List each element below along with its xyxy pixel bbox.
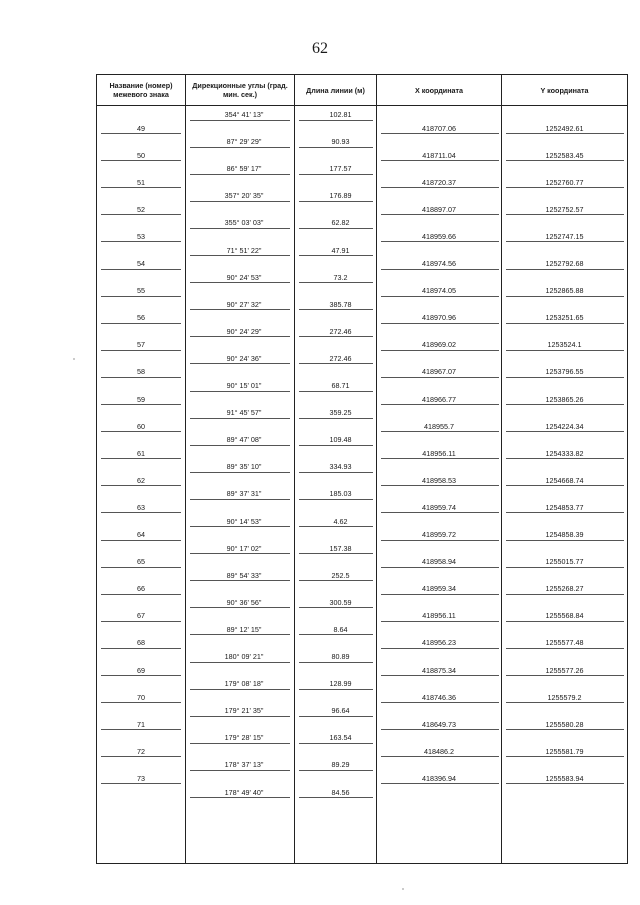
underline-rule <box>381 214 499 215</box>
header-angle: Дирекционные углы (град. мин. сек.) <box>186 75 295 106</box>
segment-length: 96.64 <box>331 706 350 716</box>
underline-rule <box>299 445 373 446</box>
underline-rule <box>190 255 290 256</box>
segment-angle: 180° 09' 21" <box>224 652 264 661</box>
underline-rule <box>190 363 290 364</box>
underline-rule <box>506 675 624 676</box>
segment-angle: 179° 21' 35" <box>224 706 264 716</box>
point-x: 418969.02 <box>422 340 456 350</box>
segment-angle: 86° 59' 17" <box>226 164 262 174</box>
underline-rule <box>190 689 290 690</box>
name-column-body <box>97 106 185 863</box>
point-x: 418967.07 <box>422 367 456 377</box>
segment-angle: 357° 20' 35" <box>224 191 264 201</box>
underline-rule <box>381 323 499 324</box>
segment-length: 90.93 <box>331 137 350 147</box>
segment-angle: 89° 35' 10" <box>226 462 262 472</box>
underline-rule <box>101 621 181 622</box>
point-y: 1252865.88 <box>545 286 584 296</box>
point-x: 418897.07 <box>422 204 456 214</box>
point-x: 418970.96 <box>422 313 456 323</box>
point-name: 54 <box>137 259 145 268</box>
point-y: 1253524.1 <box>547 340 582 350</box>
point-y: 1255581.79 <box>545 746 584 756</box>
point-y: 1255268.27 <box>545 584 584 594</box>
segment-angle: 90° 24' 29" <box>226 326 262 336</box>
header-x: X координата <box>377 75 502 106</box>
point-x: 418966.77 <box>422 394 456 404</box>
underline-rule <box>299 201 373 202</box>
point-y: 1252492.61 <box>545 123 584 133</box>
underline-rule <box>101 214 181 215</box>
segment-angle: 354° 41' 13" <box>224 110 264 119</box>
underline-rule <box>190 662 290 663</box>
segment-length: 272.46 <box>329 353 352 363</box>
underline-rule <box>190 120 290 121</box>
underline-rule <box>299 634 373 635</box>
point-x: 418974.05 <box>422 286 456 296</box>
point-name: 71 <box>137 719 145 729</box>
underline-rule <box>381 594 499 595</box>
underline-rule <box>101 648 181 649</box>
point-y: 1255568.84 <box>545 611 584 621</box>
point-y: 1255015.77 <box>545 557 584 567</box>
underline-rule <box>381 648 499 649</box>
point-name: 58 <box>137 367 145 377</box>
segment-length: 272.46 <box>329 326 352 336</box>
underline-rule <box>299 147 373 148</box>
point-name: 68 <box>137 638 145 648</box>
point-name: 63 <box>137 502 145 512</box>
underline-rule <box>506 269 624 270</box>
underline-rule <box>381 675 499 676</box>
underline-rule <box>506 160 624 161</box>
point-x: 418959.74 <box>422 502 456 512</box>
segment-angle: 90° 36' 56" <box>226 597 262 607</box>
length-column <box>295 106 377 864</box>
segment-length: 109.48 <box>329 435 352 445</box>
point-y: 1255577.26 <box>545 665 584 675</box>
segment-length: 102.81 <box>329 110 352 119</box>
point-name: 73 <box>137 773 145 783</box>
underline-rule <box>190 391 290 392</box>
underline-rule <box>190 228 290 229</box>
underline-rule <box>381 404 499 405</box>
point-y: 1253796.55 <box>545 367 584 377</box>
underline-rule <box>299 716 373 717</box>
underline-rule <box>299 797 373 798</box>
y-column <box>502 106 628 864</box>
underline-rule <box>506 133 624 134</box>
segment-length: 334.93 <box>329 462 352 472</box>
point-name: 56 <box>137 313 145 323</box>
segment-length: 68.71 <box>331 381 350 390</box>
point-x: 418396.94 <box>422 773 456 783</box>
point-y: 1252583.45 <box>545 150 584 160</box>
header-row <box>97 75 628 106</box>
underline-rule <box>190 174 290 175</box>
underline-rule <box>190 553 290 554</box>
underline-rule <box>299 580 373 581</box>
underline-rule <box>299 662 373 663</box>
y-column-body <box>502 106 627 863</box>
underline-rule <box>190 743 290 744</box>
underline-rule <box>190 716 290 717</box>
underline-rule <box>506 241 624 242</box>
point-x: 418956.23 <box>422 638 456 648</box>
underline-rule <box>381 160 499 161</box>
point-x: 418746.36 <box>422 692 456 702</box>
underline-rule <box>101 296 181 297</box>
point-x: 418720.37 <box>422 177 456 187</box>
point-name: 51 <box>137 177 145 187</box>
underline-rule <box>190 770 290 771</box>
point-x: 418959.66 <box>422 231 456 241</box>
underline-rule <box>101 377 181 378</box>
underline-rule <box>101 756 181 757</box>
underline-rule <box>506 756 624 757</box>
x-column-body <box>377 106 501 863</box>
segment-angle: 87° 29' 29" <box>226 137 262 147</box>
segment-angle: 89° 12' 15" <box>226 624 262 634</box>
segment-length: 84.56 <box>331 787 350 797</box>
point-x: 418956.11 <box>422 448 456 458</box>
point-x: 418649.73 <box>422 719 456 729</box>
underline-rule <box>299 336 373 337</box>
segment-length: 385.78 <box>329 299 352 309</box>
underline-rule <box>190 418 290 419</box>
underline-rule <box>101 702 181 703</box>
underline-rule <box>299 689 373 690</box>
segment-angle: 89° 37' 31" <box>226 489 262 499</box>
segment-angle: 178° 49' 40" <box>224 787 264 797</box>
segment-length: 47.91 <box>331 245 350 255</box>
underline-rule <box>381 377 499 378</box>
underline-rule <box>299 228 373 229</box>
point-y: 1254858.39 <box>545 530 584 539</box>
segment-angle: 90° 27' 32" <box>226 299 262 309</box>
segment-length: 163.54 <box>329 733 352 743</box>
underline-rule <box>381 567 499 568</box>
underline-rule <box>101 729 181 730</box>
point-x: 418956.11 <box>422 611 456 621</box>
underline-rule <box>506 594 624 595</box>
name-column <box>97 106 186 864</box>
underline-rule <box>190 472 290 473</box>
x-column <box>377 106 502 864</box>
point-y: 1255580.28 <box>545 719 584 729</box>
point-name: 57 <box>137 340 145 350</box>
underline-rule <box>299 363 373 364</box>
length-column-body <box>295 106 376 863</box>
underline-rule <box>299 418 373 419</box>
point-x: 418711.04 <box>422 150 456 160</box>
point-name: 50 <box>137 150 145 160</box>
segment-angle: 90° 24' 36" <box>226 353 262 363</box>
underline-rule <box>299 553 373 554</box>
point-y: 1255579.2 <box>547 692 582 702</box>
underline-rule <box>101 675 181 676</box>
segment-length: 359.25 <box>329 408 352 418</box>
underline-rule <box>381 133 499 134</box>
angle-column <box>186 106 295 864</box>
underline-rule <box>506 377 624 378</box>
point-y: 1255577.48 <box>545 638 584 648</box>
underline-rule <box>101 160 181 161</box>
point-name: 61 <box>137 448 145 458</box>
underline-rule <box>506 648 624 649</box>
point-x: 418959.72 <box>422 530 456 539</box>
underline-rule <box>101 404 181 405</box>
segment-length: 176.89 <box>329 191 352 201</box>
point-name: 49 <box>137 123 145 133</box>
segment-length: 62.82 <box>331 218 350 228</box>
point-name: 60 <box>137 421 145 431</box>
point-name: 65 <box>137 557 145 567</box>
underline-rule <box>381 485 499 486</box>
underline-rule <box>381 187 499 188</box>
underline-rule <box>381 729 499 730</box>
underline-rule <box>101 594 181 595</box>
underline-rule <box>506 323 624 324</box>
underline-rule <box>190 282 290 283</box>
underline-rule <box>381 540 499 541</box>
underline-rule <box>506 485 624 486</box>
underline-rule <box>381 350 499 351</box>
underline-rule <box>299 499 373 500</box>
segment-length: 8.64 <box>333 624 348 634</box>
segment-length: 252.5 <box>331 570 350 580</box>
point-y: 1254333.82 <box>545 448 584 458</box>
underline-rule <box>506 404 624 405</box>
point-x: 418486.2 <box>424 746 454 756</box>
underline-rule <box>299 607 373 608</box>
segment-length: 128.99 <box>329 679 352 689</box>
underline-rule <box>101 241 181 242</box>
underline-rule <box>101 187 181 188</box>
underline-rule <box>190 797 290 798</box>
point-y: 1252747.15 <box>545 231 584 241</box>
header-length: Длина линии (м) <box>295 75 377 106</box>
point-y: 1253251.65 <box>545 313 584 323</box>
underline-rule <box>506 350 624 351</box>
underline-rule <box>299 743 373 744</box>
point-name: 66 <box>137 584 145 594</box>
segment-angle: 89° 47' 08" <box>226 435 262 445</box>
point-y: 1252792.68 <box>545 259 584 268</box>
point-name: 72 <box>137 746 145 756</box>
underline-rule <box>101 269 181 270</box>
underline-rule <box>101 567 181 568</box>
underline-rule <box>190 499 290 500</box>
segment-angle: 179° 28' 15" <box>224 733 264 743</box>
underline-rule <box>299 526 373 527</box>
point-name: 62 <box>137 475 145 485</box>
underline-rule <box>101 512 181 513</box>
underline-rule <box>190 309 290 310</box>
underline-rule <box>190 336 290 337</box>
underline-rule <box>101 540 181 541</box>
underline-rule <box>190 634 290 635</box>
segment-angle: 90° 14' 53" <box>226 516 262 526</box>
underline-rule <box>381 431 499 432</box>
segment-angle: 90° 17' 02" <box>226 543 262 553</box>
underline-rule <box>381 783 499 784</box>
underline-rule <box>190 607 290 608</box>
underline-rule <box>190 526 290 527</box>
header-name: Название (номер) межевого знака <box>97 75 186 106</box>
underline-rule <box>506 567 624 568</box>
point-x: 418958.53 <box>422 475 456 485</box>
segment-angle: 90° 24' 53" <box>226 272 262 282</box>
point-name: 69 <box>137 665 145 675</box>
point-x: 418955.7 <box>424 421 454 431</box>
point-x: 418974.56 <box>422 259 456 268</box>
underline-rule <box>506 296 624 297</box>
point-name: 53 <box>137 231 145 241</box>
underline-rule <box>381 269 499 270</box>
underline-rule <box>506 702 624 703</box>
point-name: 52 <box>137 204 145 214</box>
underline-rule <box>299 282 373 283</box>
scan-speck <box>402 888 404 890</box>
underline-rule <box>381 512 499 513</box>
point-y: 1254224.34 <box>545 421 584 431</box>
underline-rule <box>190 147 290 148</box>
underline-rule <box>506 431 624 432</box>
underline-rule <box>101 783 181 784</box>
underline-rule <box>506 783 624 784</box>
segment-length: 4.62 <box>333 516 348 526</box>
segment-angle: 178° 37' 13" <box>224 760 264 770</box>
underline-rule <box>299 391 373 392</box>
point-y: 1254668.74 <box>545 475 584 485</box>
angle-column-body <box>186 106 294 863</box>
segment-length: 73.2 <box>333 272 348 282</box>
underline-rule <box>299 770 373 771</box>
underline-rule <box>506 214 624 215</box>
underline-rule <box>506 512 624 513</box>
segment-angle: 89° 54' 33" <box>226 570 262 580</box>
point-name: 59 <box>137 394 145 404</box>
segment-length: 157.38 <box>329 543 352 553</box>
point-x: 418707.06 <box>422 123 456 133</box>
segment-length: 80.89 <box>331 652 350 661</box>
underline-rule <box>381 296 499 297</box>
underline-rule <box>190 580 290 581</box>
underline-rule <box>299 255 373 256</box>
point-x: 418958.94 <box>422 557 456 567</box>
underline-rule <box>381 702 499 703</box>
underline-rule <box>299 309 373 310</box>
underline-rule <box>506 729 624 730</box>
segment-length: 300.59 <box>329 597 352 607</box>
underline-rule <box>190 201 290 202</box>
scan-speck <box>73 358 75 360</box>
underline-rule <box>299 120 373 121</box>
underline-rule <box>299 472 373 473</box>
segment-angle: 91° 45' 57" <box>226 408 262 418</box>
segment-angle: 355° 03' 03" <box>224 218 264 228</box>
point-y: 1253865.26 <box>545 394 584 404</box>
segment-length: 89.29 <box>331 760 350 770</box>
underline-rule <box>506 540 624 541</box>
point-y: 1252752.57 <box>545 204 584 214</box>
segment-angle: 71° 51' 22" <box>226 245 262 255</box>
point-y: 1252760.77 <box>545 177 584 187</box>
segment-length: 185.03 <box>329 489 352 499</box>
underline-rule <box>506 187 624 188</box>
point-x: 418875.34 <box>422 665 456 675</box>
underline-rule <box>381 458 499 459</box>
point-y: 1255583.94 <box>545 773 584 783</box>
underline-rule <box>381 756 499 757</box>
boundary-coordinates-table <box>96 74 628 864</box>
point-name: 67 <box>137 611 145 621</box>
segment-angle: 179° 08' 18" <box>224 679 264 689</box>
point-x: 418959.34 <box>422 584 456 594</box>
body-row <box>97 106 628 864</box>
point-y: 1254853.77 <box>545 502 584 512</box>
underline-rule <box>381 621 499 622</box>
underline-rule <box>299 174 373 175</box>
underline-rule <box>101 431 181 432</box>
underline-rule <box>381 241 499 242</box>
underline-rule <box>190 445 290 446</box>
underline-rule <box>506 621 624 622</box>
segment-angle: 90° 15' 01" <box>226 381 262 390</box>
underline-rule <box>506 458 624 459</box>
underline-rule <box>101 485 181 486</box>
page-number: 62 <box>312 40 328 57</box>
point-name: 64 <box>137 530 145 539</box>
underline-rule <box>101 458 181 459</box>
underline-rule <box>101 323 181 324</box>
point-name: 55 <box>137 286 145 296</box>
segment-length: 177.57 <box>329 164 352 174</box>
underline-rule <box>101 350 181 351</box>
header-y: Y координата <box>502 75 628 106</box>
underline-rule <box>101 133 181 134</box>
point-name: 70 <box>137 692 145 702</box>
